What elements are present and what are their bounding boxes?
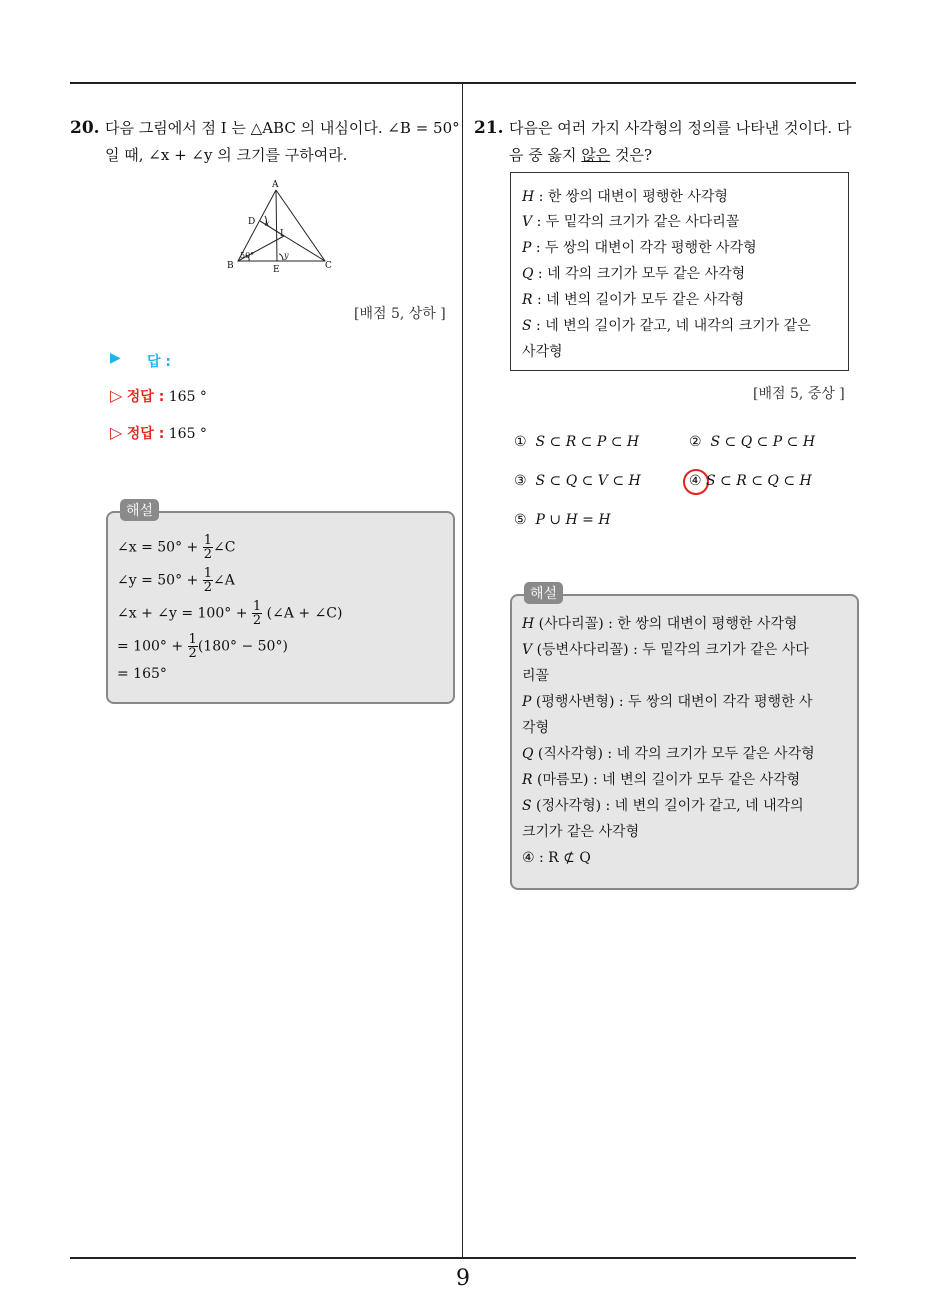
definition-text: : 두 밑각의 크기가 같은 사다리꼴 bbox=[532, 214, 740, 230]
fraction-denominator: 2 bbox=[188, 646, 197, 661]
solution-line bbox=[117, 633, 342, 659]
solution-text: (정사각형) : 네 변의 길이가 같고, 네 내각의 bbox=[531, 798, 804, 814]
solution-tag: 해설 bbox=[524, 582, 563, 604]
label-a: A bbox=[272, 180, 279, 190]
definition-item bbox=[522, 211, 739, 231]
fraction-numerator: 1 bbox=[188, 632, 197, 647]
choice-expression: P ∪ H = H bbox=[535, 512, 611, 528]
symbol: R bbox=[522, 772, 533, 788]
symbol: P bbox=[522, 240, 532, 256]
solution-text: ∠x = 50° + bbox=[117, 539, 199, 556]
solution-text: (∠A + ∠C) bbox=[266, 605, 343, 622]
question-text-line-2: 일 때, ∠x + ∠y 의 크기를 구하여라. bbox=[105, 146, 348, 164]
fraction-denominator: 2 bbox=[203, 547, 212, 562]
question-text-line-1: 다음은 여러 가지 사각형의 정의를 나타낸 것이다. 다 bbox=[509, 119, 852, 137]
symbol: P bbox=[522, 694, 532, 710]
solution-line bbox=[522, 845, 815, 871]
solution-line bbox=[522, 663, 815, 689]
solution-line bbox=[117, 534, 342, 560]
symbol: H bbox=[522, 616, 535, 632]
choice-1[interactable] bbox=[514, 434, 639, 450]
correct-marker-icon: ▷ bbox=[110, 423, 123, 442]
question-text-line-2 bbox=[509, 142, 652, 169]
fraction-numerator: 1 bbox=[203, 566, 212, 581]
label-i: I bbox=[280, 229, 284, 239]
choice-5[interactable] bbox=[514, 512, 611, 528]
label-d: D bbox=[248, 217, 256, 227]
fraction-denominator: 2 bbox=[203, 580, 212, 595]
solution-text: ∠x + ∠y = 100° + bbox=[117, 605, 248, 622]
symbol: V bbox=[522, 214, 533, 230]
definition-item bbox=[522, 289, 744, 309]
definition-text: : 네 각의 크기가 모두 같은 사각형 bbox=[533, 266, 746, 282]
solution-line bbox=[522, 611, 815, 637]
solution-text: (등변사다리꼴) : 두 밑각의 크기가 같은 사다 bbox=[532, 642, 809, 658]
choice-expression: S ⊂ Q ⊂ V ⊂ H bbox=[535, 473, 641, 489]
solution-text: 크기가 같은 사각형 bbox=[522, 824, 640, 840]
symbol: V bbox=[522, 642, 533, 658]
solution-text: = 100° + bbox=[117, 638, 184, 655]
choice-expression: S ⊂ R ⊂ P ⊂ H bbox=[535, 434, 640, 450]
correct-value: 165 ° bbox=[168, 426, 207, 442]
underlined-word: 않은 bbox=[581, 146, 611, 164]
solution-text: 리꼴 bbox=[522, 668, 550, 684]
correct-marker-icon: ▷ bbox=[110, 386, 123, 405]
question-text: 것은? bbox=[610, 146, 653, 164]
label-b: B bbox=[227, 261, 234, 271]
definition-item bbox=[522, 263, 745, 283]
solution-line bbox=[522, 741, 815, 767]
solution-tag: 해설 bbox=[120, 499, 159, 521]
triangle-figure bbox=[222, 178, 344, 278]
choice-expression: S ⊂ Q ⊂ P ⊂ H bbox=[710, 434, 816, 450]
definition-item bbox=[522, 237, 757, 257]
definition-text: : 한 쌍의 대변이 평행한 사각형 bbox=[534, 189, 728, 205]
solution-line bbox=[117, 600, 342, 626]
correct-label: 정답 : bbox=[126, 389, 165, 405]
choice-expression: S ⊂ R ⊂ Q ⊂ H bbox=[706, 473, 812, 489]
choice-number: ⑤ bbox=[514, 512, 527, 528]
symbol: Q bbox=[522, 746, 534, 762]
fraction-numerator: 1 bbox=[252, 599, 262, 614]
definition-text: : 네 변의 길이가 같고, 네 내각의 크기가 같은 bbox=[531, 318, 811, 334]
definition-item bbox=[522, 186, 728, 206]
solution-text: ④ : R ⊄ Q bbox=[522, 850, 591, 866]
solution-content bbox=[522, 611, 815, 871]
label-x: x bbox=[265, 219, 270, 228]
solution-content bbox=[117, 534, 342, 687]
fraction-denominator: 2 bbox=[252, 613, 262, 628]
segment-ae bbox=[276, 190, 277, 261]
symbol: S bbox=[522, 798, 532, 814]
fraction bbox=[188, 633, 198, 660]
answer-marker-icon: ▶ bbox=[110, 350, 121, 366]
fraction bbox=[203, 567, 213, 594]
solution-line bbox=[522, 689, 815, 715]
correct-answer-1 bbox=[110, 386, 207, 406]
correct-answer-2 bbox=[110, 423, 207, 443]
solution-line bbox=[117, 567, 342, 593]
symbol: H bbox=[522, 189, 535, 205]
bottom-rule bbox=[70, 1257, 856, 1259]
definition-text: : 두 쌍의 대변이 각각 평행한 사각형 bbox=[531, 240, 757, 256]
choice-number: ② bbox=[689, 434, 702, 450]
definition-continuation: 사각형 bbox=[522, 344, 563, 360]
solution-line bbox=[522, 715, 815, 741]
label-c: C bbox=[325, 261, 332, 271]
score-label: [배점 5, 상하 ] bbox=[354, 306, 446, 322]
choice-number: ① bbox=[514, 434, 527, 450]
solution-text: (사다리꼴) : 한 쌍의 대변이 평행한 사각형 bbox=[534, 616, 798, 632]
page-number: 9 bbox=[456, 1266, 470, 1291]
top-rule bbox=[70, 82, 856, 84]
solution-text: 각형 bbox=[522, 720, 550, 736]
correct-value: 165 ° bbox=[168, 389, 207, 405]
solution-text: (마름모) : 네 변의 길이가 모두 같은 사각형 bbox=[532, 772, 801, 788]
question-text: 음 중 옳지 bbox=[509, 146, 582, 164]
fraction-numerator: 1 bbox=[203, 533, 212, 548]
solution-text: ∠A bbox=[213, 572, 235, 589]
solution-line: = 165° bbox=[117, 666, 167, 682]
label-y: y bbox=[284, 251, 289, 260]
solution-text: (180° − 50°) bbox=[197, 638, 288, 655]
symbol: Q bbox=[522, 266, 534, 282]
choice-3[interactable] bbox=[514, 473, 641, 489]
solution-text: ∠y = 50° + bbox=[117, 572, 199, 589]
score-label: [배점 5, 중상 ] bbox=[753, 386, 845, 402]
angle-y-arc bbox=[279, 254, 283, 260]
choice-2[interactable] bbox=[689, 434, 815, 450]
label-angle-b: 50° bbox=[240, 251, 255, 260]
fraction bbox=[252, 600, 262, 627]
symbol: R bbox=[522, 292, 533, 308]
symbol: S bbox=[522, 318, 532, 334]
solution-text: (직사각형) : 네 각의 크기가 모두 같은 사각형 bbox=[533, 746, 815, 762]
choice-4[interactable] bbox=[689, 473, 812, 489]
solution-text: (평행사변형) : 두 쌍의 대변이 각각 평행한 사 bbox=[531, 694, 813, 710]
column-divider bbox=[462, 82, 463, 1258]
definition-item bbox=[522, 315, 811, 335]
solution-line bbox=[522, 767, 815, 793]
question-number: 21. bbox=[474, 118, 504, 138]
solution-line bbox=[522, 819, 815, 845]
answer-label: 답 : bbox=[147, 354, 171, 370]
solution-line bbox=[522, 793, 815, 819]
solution-text: ∠C bbox=[213, 539, 236, 556]
question-number: 20. bbox=[70, 118, 100, 138]
choice-number: ③ bbox=[514, 473, 527, 489]
solution-line bbox=[522, 637, 815, 663]
fraction bbox=[203, 534, 213, 561]
choice-number: ④ bbox=[689, 473, 702, 489]
question-text-line-1: 다음 그림에서 점 I 는 △ABC 의 내심이다. ∠B = 50° bbox=[105, 119, 460, 137]
correct-label: 정답 : bbox=[126, 426, 165, 442]
definition-text: : 네 변의 길이가 모두 같은 사각형 bbox=[532, 292, 745, 308]
label-e: E bbox=[273, 265, 280, 275]
